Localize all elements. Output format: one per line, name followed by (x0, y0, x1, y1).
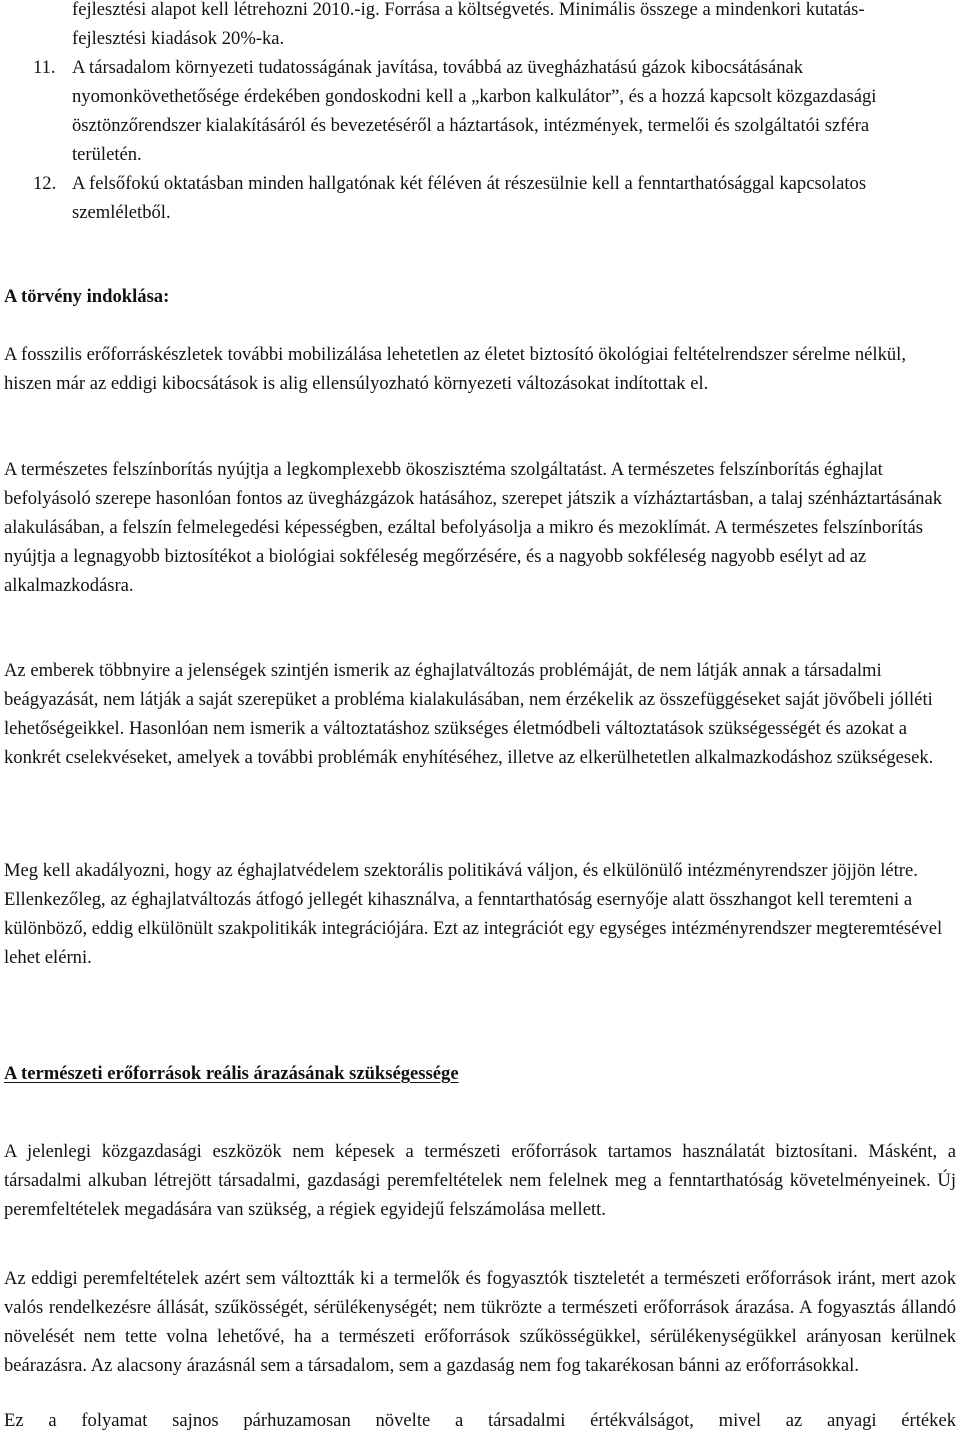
document-page (4, 0, 956, 1432)
list-item (4, 169, 956, 227)
list-item-number: 12. (33, 173, 57, 194)
list-item (4, 53, 956, 169)
paragraph-block (4, 340, 956, 398)
paragraph: Az emberek többnyire a jelenségek szintjén ismerik az éghajlatváltozás problémáját, de nem látják annak a társadalmi beágyazását, nem látják a saját szerepüket a probléma kialakulásában, nem érzékelik az összefüggéseket saját jövőbeli jólléti lehetőségeikkel. Hasonlóan nem ismerik a változtatáshoz szükséges életmódbeli változtatások szükségességét és azokat a konkrét cselekvéseket, amelyek a további problémák enyhítéséhez, illetve az elkerülhetetlen alkalmazkodáshoz szükségesek. (4, 660, 934, 768)
list-item-text: A társadalom környezeti tudatosságának javítása, továbbá az üvegházhatású gázok kibocsátásának nyomonkövethetősége érdekében gondoskodni kell a „karbon kalkulátor”, és a hozzá kapcsolt közgazdasági ösztönzőrendszer kialakításáról és bevezetéséről a háztartások, intézmények, termelői és szolgáltatói szféra területén. (72, 57, 877, 165)
paragraph: A természetes felszínborítás nyújtja a legkomplexebb ökoszisztéma szolgáltatást. A természetes felszínborítás éghajlat befolyásoló szerepe hasonlóan fontos az üvegházgázok hatásához, szerepet játszik a vízháztartásban, a talaj szénháztartásának alakulásában, a felszín felmelegedési képességben, ezáltal befolyásolja a mikro és mezoklímát. A természetes felszínborítás nyújtja a legnagyobb biztosítékot a biológiai sokféleség megőrzésére, és a nagyobb sokféleség nagyobb esélyt ad az alkalmazkodásra. (4, 459, 943, 596)
paragraph: Meg kell akadályozni, hogy az éghajlatvédelem szektorális politikává váljon, és elkülönülő intézményrendszer jöjjön létre. Ellenkezőleg, az éghajlatváltozás átfogó jellegét kihasználva, a fenntarthatóság esernyője alatt összhangot kell teremteni a különböző, eddig elkülönült szakpolitikák integrációjára. Ezt az integrációt egy egységes intézményrendszer megteremtésével lehet elérni. (4, 860, 943, 968)
list-item-text: fejlesztési alapot kell létrehozni 2010.-ig. Forrása a költségvetés. Minimális összege a mindenkori kutatás-fejlesztési kiadások 20%-ka. (72, 0, 865, 49)
paragraph-block (4, 856, 956, 972)
section-heading: A természeti erőforrások reális árazásának szükségessége (4, 1063, 459, 1084)
paragraph-block (4, 1406, 956, 1432)
paragraph: Az eddigi peremfeltételek azért sem változtták ki a termelők és fogyasztók tiszteletét a természeti erőforrások iránt, mert azok valós rendelkezésre állását, szűkösségét, sérülékenységét; nem tükrözte a természeti erőforrások árazása. A fogyasztás állandó növelését nem tette volna lehetővé, ha a természeti erőforrások szűkösségükkel, sérülékenységükkel arányosan kerülnek beárazásra. Az alacsony árazásnál sem a társadalom, sem a gazdaság nem fog takarékosan bánni az erőforrásokkal. (4, 1268, 956, 1376)
section-heading-block (4, 1059, 956, 1088)
paragraph-block (4, 455, 956, 600)
paragraph: A jelenlegi közgazdasági eszközök nem képesek a természeti erőforrások tartamos használatát biztosítani. Másként, a társadalmi alkuban létrejött társadalmi, gazdasági peremfeltételek nem felelnek meg a fenntarthatóság követelményeinek. Új peremfeltételek megadására van szükség, a régiek egyidejű felszámolása mellett. (4, 1141, 956, 1220)
paragraph: Ez a folyamat sajnos párhuzamosan növelte a társadalmi értékválságot, mivel az anyagi értékek (4, 1410, 956, 1431)
paragraph-block (4, 656, 956, 772)
section-heading-block (4, 282, 956, 311)
paragraph-block (4, 1137, 956, 1224)
list-item-number: 11. (33, 57, 56, 78)
section-heading: A törvény indoklása: (4, 286, 170, 307)
list-item (4, 0, 956, 53)
paragraph-block (4, 1264, 956, 1380)
list-item-text: A felsőfokú oktatásban minden hallgatónak két féléven át részesülnie kell a fenntarthatósággal kapcsolatos szemléletből. (72, 173, 867, 223)
numbered-list (4, 0, 956, 227)
paragraph: A fosszilis erőforráskészletek további mobilizálása lehetetlen az életet biztosító ökológiai feltételrendszer sérelme nélkül, hiszen már az eddigi kibocsátások is alig ellensúlyozható környezeti változásokat indítottak el. (4, 344, 906, 394)
